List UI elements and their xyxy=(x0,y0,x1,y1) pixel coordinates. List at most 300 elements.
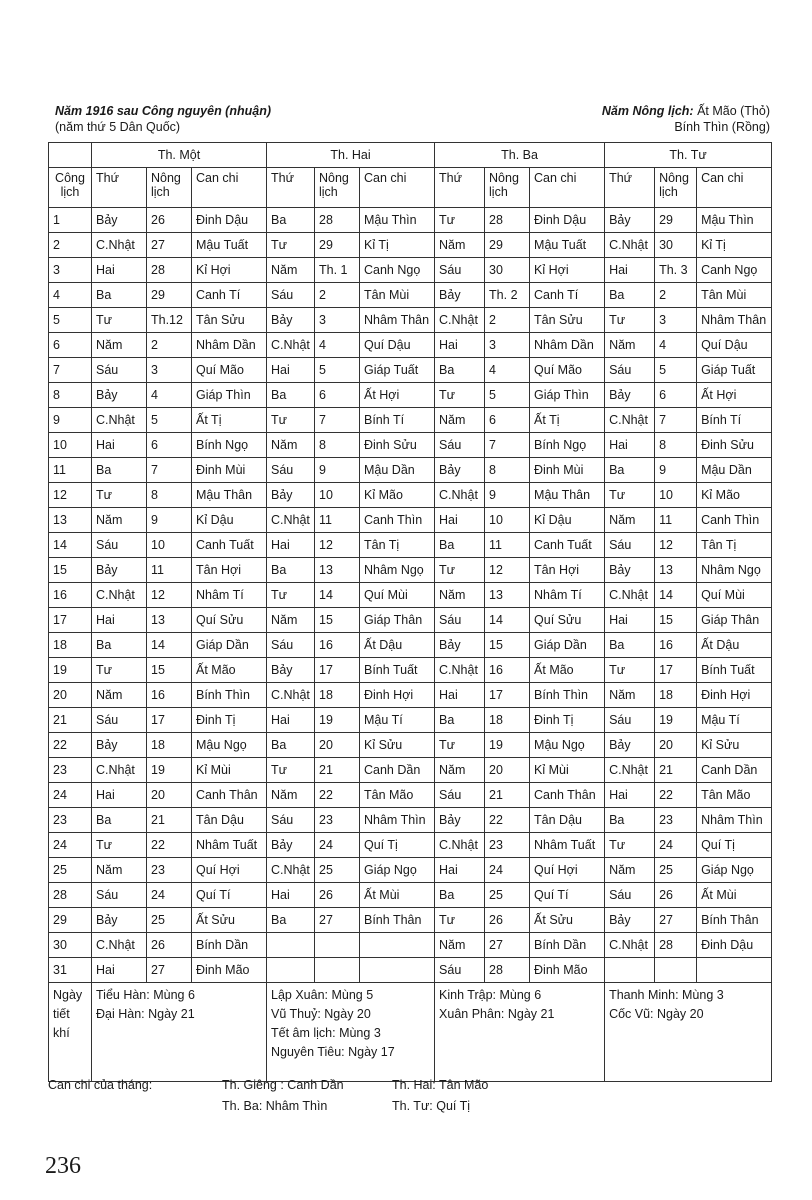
table-cell: 18 xyxy=(147,733,192,758)
table-row xyxy=(49,683,772,708)
table-cell: Bính Ngọ xyxy=(530,433,605,458)
table-cell: 18 xyxy=(315,683,360,708)
table-cell: Bảy xyxy=(92,733,147,758)
table-cell: Tư xyxy=(92,308,147,333)
table-cell: 8 xyxy=(485,458,530,483)
table-cell: 27 xyxy=(147,233,192,258)
table-cell: Tân Mão xyxy=(360,783,435,808)
gregorian-day-cell: 30 xyxy=(49,933,92,958)
table-cell: 19 xyxy=(655,708,697,733)
table-cell: 11 xyxy=(655,508,697,533)
gregorian-day-cell: 13 xyxy=(49,508,92,533)
table-cell: 25 xyxy=(485,883,530,908)
month-header: Th. Hai xyxy=(267,143,435,168)
table-row xyxy=(49,408,772,433)
table-row xyxy=(49,433,772,458)
col-header: Nông lịch xyxy=(655,168,697,208)
table-cell: 24 xyxy=(655,833,697,858)
table-cell: Nhâm Ngọ xyxy=(360,558,435,583)
table-cell: 22 xyxy=(655,783,697,808)
table-cell: Giáp Thìn xyxy=(530,383,605,408)
table-cell: 17 xyxy=(315,658,360,683)
table-cell: 5 xyxy=(315,358,360,383)
gregorian-day-cell: 20 xyxy=(49,683,92,708)
table-cell: 4 xyxy=(147,383,192,408)
table-cell: 15 xyxy=(147,658,192,683)
table-cell: Mậu Dần xyxy=(360,458,435,483)
table-cell: 20 xyxy=(315,733,360,758)
table-cell: Nhâm Tuất xyxy=(530,833,605,858)
table-cell: 14 xyxy=(655,583,697,608)
table-cell: Kỉ Hợi xyxy=(530,258,605,283)
table-cell: Sáu xyxy=(605,533,655,558)
table-cell: Năm xyxy=(435,758,485,783)
table-cell: Tư xyxy=(267,583,315,608)
table-cell: 17 xyxy=(655,658,697,683)
table-cell: Ba xyxy=(435,883,485,908)
table-cell xyxy=(315,958,360,983)
table-cell: 15 xyxy=(485,633,530,658)
gregorian-day-cell: 14 xyxy=(49,533,92,558)
table-cell: Quí Sửu xyxy=(192,608,267,633)
table-cell: 28 xyxy=(147,258,192,283)
table-cell xyxy=(267,933,315,958)
table-cell: Bính Dần xyxy=(192,933,267,958)
table-cell: Nhâm Ngọ xyxy=(697,558,772,583)
table-cell: Giáp Thân xyxy=(360,608,435,633)
table-cell: 8 xyxy=(315,433,360,458)
gregorian-day-cell: 19 xyxy=(49,658,92,683)
table-cell: 24 xyxy=(315,833,360,858)
table-cell: 10 xyxy=(485,508,530,533)
table-cell: Th. 3 xyxy=(655,258,697,283)
table-row xyxy=(49,958,772,983)
table-cell: Năm xyxy=(435,408,485,433)
table-row xyxy=(49,933,772,958)
month-canchi-col1 xyxy=(222,1075,344,1117)
table-cell: Hai xyxy=(435,333,485,358)
table-row xyxy=(49,733,772,758)
solar-term-item: Nguyên Tiêu: Ngày 17 xyxy=(271,1045,395,1059)
table-row xyxy=(49,833,772,858)
table-cell: Kỉ Mùi xyxy=(530,758,605,783)
gregorian-day-cell: 12 xyxy=(49,483,92,508)
month-header: Th. Một xyxy=(92,143,267,168)
table-cell xyxy=(360,933,435,958)
solar-term-item: Cốc Vũ: Ngày 20 xyxy=(609,1007,704,1021)
table-cell: 16 xyxy=(315,633,360,658)
table-cell: Ba xyxy=(267,733,315,758)
table-cell: Năm xyxy=(92,508,147,533)
gregorian-day-cell: 21 xyxy=(49,708,92,733)
table-cell: Bính Tí xyxy=(360,408,435,433)
table-cell: Quí Mão xyxy=(530,358,605,383)
table-cell: Bảy xyxy=(267,833,315,858)
table-cell: 14 xyxy=(147,633,192,658)
col-header: Nông lịch xyxy=(147,168,192,208)
table-row xyxy=(49,533,772,558)
gregorian-day-cell: 23 xyxy=(49,758,92,783)
table-cell: Nhâm Tí xyxy=(192,583,267,608)
table-cell: Bảy xyxy=(92,908,147,933)
table-cell: Ba xyxy=(605,458,655,483)
solar-terms-cell xyxy=(267,983,435,1082)
table-cell: 12 xyxy=(485,558,530,583)
table-cell: Năm xyxy=(92,683,147,708)
table-cell: Tư xyxy=(605,833,655,858)
table-cell: Năm xyxy=(267,608,315,633)
table-cell: Canh Dần xyxy=(360,758,435,783)
table-cell: Bảy xyxy=(267,308,315,333)
table-cell: 28 xyxy=(655,933,697,958)
table-cell: Bảy xyxy=(435,808,485,833)
table-cell: Ba xyxy=(92,458,147,483)
table-cell: Kỉ Tị xyxy=(360,233,435,258)
table-cell: Đinh Mão xyxy=(530,958,605,983)
table-cell: Ất Sửu xyxy=(192,908,267,933)
gregorian-day-cell: 29 xyxy=(49,908,92,933)
table-cell: Đinh Sửu xyxy=(360,433,435,458)
table-cell: Bính Tuất xyxy=(697,658,772,683)
table-cell: 27 xyxy=(655,908,697,933)
table-cell: Canh Thìn xyxy=(360,508,435,533)
table-cell: 12 xyxy=(315,533,360,558)
table-row xyxy=(49,883,772,908)
table-cell: Sáu xyxy=(605,883,655,908)
table-cell: 23 xyxy=(147,858,192,883)
table-cell: 20 xyxy=(485,758,530,783)
table-cell: 7 xyxy=(147,458,192,483)
table-cell: Ba xyxy=(605,808,655,833)
table-row xyxy=(49,333,772,358)
table-row xyxy=(49,758,772,783)
table-cell: Bảy xyxy=(92,208,147,233)
header-right xyxy=(602,103,770,135)
table-row xyxy=(49,658,772,683)
table-cell: Bính Thân xyxy=(360,908,435,933)
table-row xyxy=(49,483,772,508)
table-row xyxy=(49,383,772,408)
table-cell: Ất Tị xyxy=(530,408,605,433)
table-cell: 11 xyxy=(147,558,192,583)
table-cell: Tư xyxy=(92,483,147,508)
table-cell: Bảy xyxy=(605,733,655,758)
gregorian-day-cell: 22 xyxy=(49,733,92,758)
table-cell: 3 xyxy=(485,333,530,358)
solar-terms-cell xyxy=(435,983,605,1082)
solar-terms-cell xyxy=(92,983,267,1082)
table-cell: 19 xyxy=(485,733,530,758)
col-header: Nông lịch xyxy=(315,168,360,208)
table-cell: Tư xyxy=(435,733,485,758)
table-cell: 10 xyxy=(315,483,360,508)
table-cell: 6 xyxy=(315,383,360,408)
table-cell: 13 xyxy=(655,558,697,583)
table-cell: Bảy xyxy=(435,458,485,483)
table-cell: Tư xyxy=(435,558,485,583)
table-cell: Bảy xyxy=(435,633,485,658)
gregorian-day-cell: 9 xyxy=(49,408,92,433)
table-cell: Bính Thân xyxy=(697,908,772,933)
table-cell: Bính Tuất xyxy=(360,658,435,683)
table-cell: Nhâm Dần xyxy=(192,333,267,358)
gregorian-day-cell: 3 xyxy=(49,258,92,283)
table-cell: 4 xyxy=(655,333,697,358)
table-cell: Canh Dần xyxy=(697,758,772,783)
table-cell: Giáp Tuất xyxy=(697,358,772,383)
table-row xyxy=(49,558,772,583)
table-cell: 27 xyxy=(315,908,360,933)
table-cell: Mậu Thân xyxy=(192,483,267,508)
table-cell: 25 xyxy=(315,858,360,883)
republic-year-note: (năm thứ 5 Dân Quốc) xyxy=(55,120,181,134)
table-cell: Sáu xyxy=(435,258,485,283)
table-cell: Sáu xyxy=(605,358,655,383)
table-cell: Quí Tị xyxy=(360,833,435,858)
table-cell: Nhâm Thân xyxy=(360,308,435,333)
table-cell: Giáp Ngọ xyxy=(360,858,435,883)
table-cell: Bảy xyxy=(92,558,147,583)
table-cell xyxy=(697,958,772,983)
table-cell: Tân Sửu xyxy=(192,308,267,333)
month-canchi-item: Th. Hai: Tân Mão xyxy=(392,1078,489,1092)
table-cell: Quí Mùi xyxy=(697,583,772,608)
table-cell: C.Nhật xyxy=(435,483,485,508)
table-cell: 13 xyxy=(485,583,530,608)
table-cell: Tư xyxy=(605,658,655,683)
table-cell: 7 xyxy=(485,433,530,458)
table-cell: Tân Tị xyxy=(360,533,435,558)
table-cell: Năm xyxy=(435,233,485,258)
table-cell: Ất Mùi xyxy=(697,883,772,908)
solar-term-item: Vũ Thuỷ: Ngày 20 xyxy=(271,1007,371,1021)
table-cell: 25 xyxy=(147,908,192,933)
table-cell: 5 xyxy=(655,358,697,383)
table-cell: Hai xyxy=(92,783,147,808)
table-cell: Kỉ Dậu xyxy=(530,508,605,533)
table-cell: 29 xyxy=(315,233,360,258)
table-cell: 21 xyxy=(485,783,530,808)
col-header: Thứ xyxy=(605,168,655,208)
table-cell: Hai xyxy=(605,258,655,283)
table-cell: Quí Mùi xyxy=(360,583,435,608)
table-row xyxy=(49,358,772,383)
table-cell: 9 xyxy=(147,508,192,533)
table-cell: Mậu Ngọ xyxy=(192,733,267,758)
table-cell: 30 xyxy=(655,233,697,258)
table-cell: 10 xyxy=(147,533,192,558)
gregorian-day-cell: 6 xyxy=(49,333,92,358)
table-cell: Mậu Tí xyxy=(360,708,435,733)
table-cell: Sáu xyxy=(267,458,315,483)
lunar-year-label: Năm Nông lịch: xyxy=(601,104,694,118)
table-cell: Năm xyxy=(92,333,147,358)
table-cell: Hai xyxy=(435,858,485,883)
table-cell: Bảy xyxy=(605,908,655,933)
table-cell: 17 xyxy=(485,683,530,708)
table-cell: Hai xyxy=(267,358,315,383)
table-cell xyxy=(267,958,315,983)
table-cell: Nhâm Thìn xyxy=(360,808,435,833)
month-canchi-col2 xyxy=(392,1075,488,1117)
table-cell: 15 xyxy=(315,608,360,633)
month-header-row xyxy=(49,143,772,168)
col-header: Nông lịch xyxy=(485,168,530,208)
table-cell: Đinh Dậu xyxy=(530,208,605,233)
table-cell: 3 xyxy=(147,358,192,383)
gregorian-day-cell: 5 xyxy=(49,308,92,333)
gregorian-day-cell: 7 xyxy=(49,358,92,383)
table-cell: C.Nhật xyxy=(267,333,315,358)
table-cell: Quí Dậu xyxy=(697,333,772,358)
col-header: Thứ xyxy=(435,168,485,208)
table-cell: 29 xyxy=(655,208,697,233)
table-cell: Mậu Tí xyxy=(697,708,772,733)
table-cell: Quí Sửu xyxy=(530,608,605,633)
gregorian-day-cell: 24 xyxy=(49,783,92,808)
table-cell: Hai xyxy=(435,508,485,533)
col-header: Can chi xyxy=(192,168,267,208)
solar-term-item: Tết âm lịch: Mùng 3 xyxy=(271,1026,381,1040)
table-cell: Tư xyxy=(92,658,147,683)
table-cell: Giáp Ngọ xyxy=(697,858,772,883)
table-cell: 17 xyxy=(147,708,192,733)
table-cell: Mậu Thìn xyxy=(360,208,435,233)
month-canchi-item: Th. Ba: Nhâm Thìn xyxy=(222,1099,328,1113)
table-cell: 9 xyxy=(485,483,530,508)
table-cell: Đinh Dậu xyxy=(697,933,772,958)
table-cell: Canh Thân xyxy=(192,783,267,808)
table-cell: 29 xyxy=(485,233,530,258)
table-cell: 6 xyxy=(147,433,192,458)
table-cell xyxy=(360,958,435,983)
table-cell: Ất Hợi xyxy=(360,383,435,408)
table-cell: 9 xyxy=(315,458,360,483)
table-cell: 30 xyxy=(485,258,530,283)
gregorian-day-cell: 2 xyxy=(49,233,92,258)
table-cell: Tân Mão xyxy=(697,783,772,808)
lunar-year-value: Ất Mão (Thỏ) xyxy=(697,104,770,118)
table-cell: Hai xyxy=(605,608,655,633)
table-cell: Sáu xyxy=(435,433,485,458)
table-cell: 18 xyxy=(485,708,530,733)
month-canchi-item: Th. Tư: Quí Tị xyxy=(392,1099,471,1113)
table-cell: Giáp Dần xyxy=(530,633,605,658)
table-cell: 22 xyxy=(315,783,360,808)
table-cell: 7 xyxy=(315,408,360,433)
table-row xyxy=(49,508,772,533)
table-cell: Đinh Mão xyxy=(192,958,267,983)
table-cell xyxy=(605,958,655,983)
table-cell: Sáu xyxy=(92,533,147,558)
table-row xyxy=(49,908,772,933)
table-cell: 21 xyxy=(655,758,697,783)
table-cell: Tư xyxy=(267,758,315,783)
table-cell: C.Nhật xyxy=(267,508,315,533)
table-cell: Tân Tị xyxy=(697,533,772,558)
table-cell: Tân Hợi xyxy=(530,558,605,583)
lunar-year-next: Bính Thìn (Rồng) xyxy=(674,120,770,134)
table-cell: Bảy xyxy=(267,658,315,683)
table-cell: Đinh Hợi xyxy=(360,683,435,708)
table-cell: Sáu xyxy=(435,958,485,983)
table-cell: Ất Tị xyxy=(192,408,267,433)
table-cell: Hai xyxy=(92,433,147,458)
table-cell: C.Nhật xyxy=(92,583,147,608)
table-cell: Năm xyxy=(605,508,655,533)
table-cell: Kỉ Dậu xyxy=(192,508,267,533)
table-cell: Quí Tị xyxy=(697,833,772,858)
table-cell: 13 xyxy=(315,558,360,583)
table-cell: Năm xyxy=(605,333,655,358)
table-cell: 10 xyxy=(655,483,697,508)
table-cell: C.Nhật xyxy=(92,933,147,958)
month-header: Th. Tư xyxy=(605,143,772,168)
table-cell: Ba xyxy=(92,633,147,658)
table-cell: Nhâm Thân xyxy=(697,308,772,333)
table-cell: Th.12 xyxy=(147,308,192,333)
table-row xyxy=(49,258,772,283)
table-cell: Kỉ Mão xyxy=(697,483,772,508)
table-cell: C.Nhật xyxy=(605,583,655,608)
table-cell: Kỉ Tị xyxy=(697,233,772,258)
table-cell: Kỉ Mùi xyxy=(192,758,267,783)
table-cell: 21 xyxy=(315,758,360,783)
table-cell: Tư xyxy=(605,483,655,508)
month-canchi-label: Can chi của tháng: xyxy=(48,1078,153,1092)
table-cell: Bảy xyxy=(605,383,655,408)
table-cell: Bảy xyxy=(605,558,655,583)
table-cell: 5 xyxy=(147,408,192,433)
table-cell: 23 xyxy=(485,833,530,858)
table-cell: Đinh Tị xyxy=(192,708,267,733)
table-cell: C.Nhật xyxy=(92,233,147,258)
table-cell: C.Nhật xyxy=(267,683,315,708)
table-cell: Ba xyxy=(267,908,315,933)
table-cell: Canh Tí xyxy=(530,283,605,308)
table-cell: Hai xyxy=(92,608,147,633)
table-cell: Giáp Thìn xyxy=(192,383,267,408)
table-cell: Bính Dần xyxy=(530,933,605,958)
table-row xyxy=(49,583,772,608)
gregorian-day-cell: 16 xyxy=(49,583,92,608)
col-header: Thứ xyxy=(267,168,315,208)
solar-term-item: Kinh Trập: Mùng 6 xyxy=(439,988,542,1002)
table-cell: 7 xyxy=(655,408,697,433)
month-header: Th. Ba xyxy=(435,143,605,168)
table-cell: Ba xyxy=(435,358,485,383)
table-cell: Tư xyxy=(267,408,315,433)
table-cell: 8 xyxy=(655,433,697,458)
table-cell: 6 xyxy=(655,383,697,408)
table-cell: 9 xyxy=(655,458,697,483)
table-cell: Canh Thìn xyxy=(697,508,772,533)
table-cell: Tân Mùi xyxy=(360,283,435,308)
table-cell: Đinh Hợi xyxy=(697,683,772,708)
col-header: Thứ xyxy=(92,168,147,208)
table-row xyxy=(49,608,772,633)
table-cell: Bính Thìn xyxy=(192,683,267,708)
table-cell: 24 xyxy=(485,858,530,883)
table-cell: 11 xyxy=(485,533,530,558)
table-cell: Quí Hợi xyxy=(530,858,605,883)
gregorian-day-cell: 11 xyxy=(49,458,92,483)
table-cell: 2 xyxy=(485,308,530,333)
table-cell: Bảy xyxy=(605,208,655,233)
solar-term-item: Tiểu Hàn: Mùng 6 xyxy=(96,988,195,1002)
table-cell: 26 xyxy=(485,908,530,933)
table-cell: Năm xyxy=(605,858,655,883)
